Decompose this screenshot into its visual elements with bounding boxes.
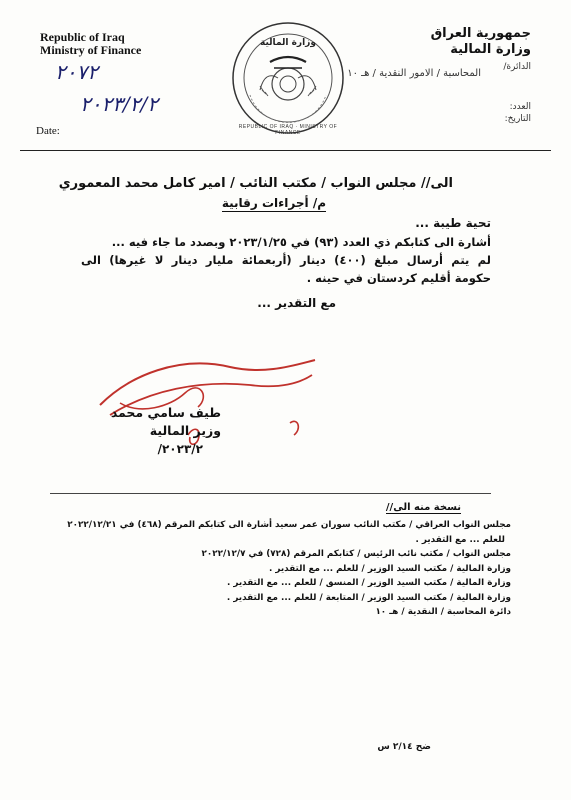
date-label-en: Date: <box>36 125 60 137</box>
copy-item: وزارة المالية / مكتب السيد الوزير / المنسق / للعلم ... مع التقدير . <box>226 578 511 588</box>
copies-list <box>41 518 511 620</box>
seal-lettering-ar: وزارة المالية <box>260 38 316 48</box>
footer-reference-code: ضح ٢/١٤ س <box>377 742 431 752</box>
paragraph-line-3: حكومة أقليم كردستان في حينه . <box>306 271 491 285</box>
seal-lettering-en: REPUBLIC OF IRAQ · MINISTRY OF FINANCE <box>238 124 338 136</box>
copy-item: وزارة المالية / مكتب السيد الوزير / المتابعة / للعلم ... مع التقدير . <box>226 592 511 603</box>
copy-item: مجلس النواب / مكتب نائب الرئيس / كتابكم المرقم (٧٢٨) في ٢٠٢٢/١٢/٧ <box>201 549 511 559</box>
country-name-ar: جمهورية العراق <box>430 26 531 41</box>
date-label-ar: التاريخ: <box>504 114 531 124</box>
header-divider <box>20 150 551 151</box>
signatory-name: طيف سامي محمد <box>110 405 221 420</box>
recipient-line: الى// مجلس النواب / مكتب النائب / امير كامل محمد المعموري <box>58 176 453 191</box>
ministry-name-en: Ministry of Finance <box>40 43 142 57</box>
copies-heading: نسخة منه الى// <box>385 502 461 513</box>
number-label: العدد: <box>509 102 531 112</box>
copy-item: دائرة المحاسبة / النقدية / هـ ١٠ <box>375 607 511 617</box>
copy-item: للعلم ... مع التقدير . <box>415 534 505 545</box>
handwritten-letter-number: ٢٠٧٢ <box>55 60 98 84</box>
country-name-en: Republic of Iraq <box>40 30 125 44</box>
copy-item: وزارة المالية / مكتب السيد الوزير / للعلم ... مع التقدير . <box>268 563 511 574</box>
greeting: تحية طيبة ... <box>415 216 491 230</box>
signature-date: ٢٠٢٣/٢/ <box>157 442 203 456</box>
paragraph-line-2: لم يتم أرسال مبلغ (٤٠٠) دينار (أربعمائة مليار دينار لا غيرها) الى <box>81 253 492 267</box>
subject-line: م/ أجراءات رقابية <box>221 196 326 210</box>
ministry-name-ar: وزارة المالية <box>450 42 531 57</box>
copies-divider <box>50 493 491 494</box>
department-value: المحاسبة / الامور النقدية / هـ ١٠ <box>347 68 481 79</box>
closing-line: مع التقدير ... <box>257 296 336 310</box>
department-label: الدائرة/ <box>503 62 531 72</box>
handwritten-letter-date: ٢٠٢٣/٢/٢ <box>80 92 158 116</box>
copy-item: مجلس النواب العراقي / مكتب النائب سوران عمر سعيد أشارة الى كتابكم المرقم (٤٦٨) في ٢٠٢٢/١٢/٢١ <box>67 520 511 530</box>
paragraph-line-1: أشارة الى كتابكم ذي العدد (٩٣) في ٢٠٢٣/١/٢٥ وبصدد ما جاء فيه ... <box>111 235 491 249</box>
signatory-title: وزير المالية <box>149 423 221 438</box>
